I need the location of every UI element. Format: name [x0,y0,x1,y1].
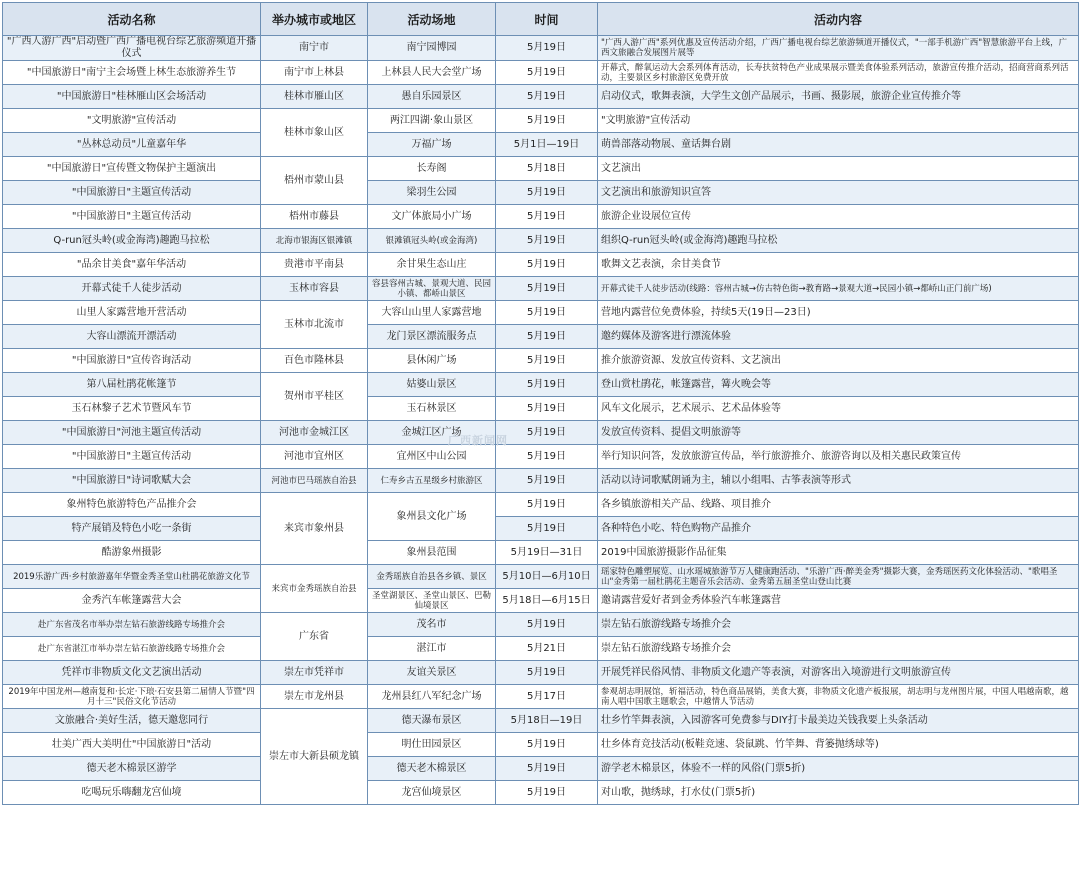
event-time: 5月19日 [496,205,598,229]
event-city: 桂林市象山区 [261,109,368,157]
event-name: 壮美广西大美明仕"中国旅游日"活动 [3,733,261,757]
event-content: 登山赏杜鹃花，帐篷露营，篝火晚会等 [598,373,1079,397]
event-name: "品余甘美食"嘉年华活动 [3,253,261,277]
header-venue: 活动场地 [368,3,496,36]
event-city: 梧州市藤县 [261,205,368,229]
event-venue: 万福广场 [368,133,496,157]
event-venue: 银滩镇冠头岭(或金海湾) [368,229,496,253]
event-time: 5月19日 [496,301,598,325]
event-content: 瑶家特色雕塑展览、山水瑶城旅游节万人健康跑活动、"乐游广西·醉美金秀"摄影大赛，金秀瑶医药文化体验活动、"歌唱圣山"金秀第一届杜鹃花主题音乐会活动、金秀第五届圣堂山登山比赛 [598,565,1079,589]
event-time: 5月19日—31日 [496,541,598,565]
event-content: 各乡镇旅游相关产品、线路、项目推介 [598,493,1079,517]
event-name: "中国旅游日"桂林雁山区会场活动 [3,85,261,109]
event-city: 崇左市凭祥市 [261,661,368,685]
event-name: Q-run冠头岭(或金海湾)趣跑马拉松 [3,229,261,253]
event-name: "中国旅游日"诗词歌赋大会 [3,469,261,493]
event-name: 文旅融合·美好生活，德天邀您同行 [3,709,261,733]
event-city: 河池市宜州区 [261,445,368,469]
event-time: 5月19日 [496,493,598,517]
event-time: 5月19日 [496,757,598,781]
event-content: 开幕式徒千人徒步活动(线路：容州古城→仿古特色街→教育路→景观大道→民园小镇→都峤山正门前广场) [598,277,1079,301]
event-venue: 南宁园博园 [368,36,496,61]
table-row [3,637,1079,661]
event-content: 组织Q-run冠头岭(或金海湾)趣跑马拉松 [598,229,1079,253]
table-row [3,661,1079,685]
header-time: 时间 [496,3,598,36]
event-content: 崇左钻石旅游线路专场推介会 [598,637,1079,661]
event-city: 广东省 [261,613,368,661]
event-city: 贺州市平桂区 [261,373,368,421]
event-time: 5月19日 [496,373,598,397]
event-venue: 仁寿乡古五星级乡村旅游区 [368,469,496,493]
event-name: "中国旅游日"宣传暨文物保护主题演出 [3,157,261,181]
event-name: 开幕式徒千人徒步活动 [3,277,261,301]
event-content: 邀请露营爱好者到金秀体验汽车帐篷露营 [598,589,1079,613]
event-venue: 象州县文化广场 [368,493,496,541]
event-venue: 余甘果生态山庄 [368,253,496,277]
event-content: 2019中国旅游摄影作品征集 [598,541,1079,565]
event-city: 来宾市金秀瑶族自治县 [261,565,368,613]
event-time: 5月1日—19日 [496,133,598,157]
event-time: 5月19日 [496,253,598,277]
event-name: 2019乐游广西·乡村旅游嘉年华暨金秀圣堂山杜鹃花旅游文化节 [3,565,261,589]
event-name: "文明旅游"宣传活动 [3,109,261,133]
table-row [3,445,1079,469]
event-content: 发放宣传资料、提倡文明旅游等 [598,421,1079,445]
event-venue: 象州县范围 [368,541,496,565]
event-time: 5月18日 [496,157,598,181]
event-city: 玉林市容县 [261,277,368,301]
event-time: 5月19日 [496,613,598,637]
event-venue: 龙州县红八军纪念广场 [368,685,496,709]
event-time: 5月19日 [496,469,598,493]
table-body [3,36,1079,805]
table-row [3,85,1079,109]
table-row [3,493,1079,517]
table-row [3,109,1079,133]
events-table [2,2,1079,805]
event-venue: 圣堂湖景区、圣堂山景区、巴勒仙境景区 [368,589,496,613]
table-row [3,757,1079,781]
event-venue: 大容山山里人家露营地 [368,301,496,325]
event-time: 5月19日 [496,85,598,109]
table-row [3,469,1079,493]
event-name: 赴广东省湛江市举办崇左钻石旅游线路专场推介会 [3,637,261,661]
event-city: 河池市巴马瑶族自治县 [261,469,368,493]
event-time: 5月19日 [496,661,598,685]
event-content: 文艺演出和旅游知识宣答 [598,181,1079,205]
event-content: 风车文化展示，艺术展示、艺术品体验等 [598,397,1079,421]
event-time: 5月19日 [496,397,598,421]
event-name: 赴广东省茂名市举办崇左钻石旅游线路专场推介会 [3,613,261,637]
event-name: 德天老木棉景区游学 [3,757,261,781]
table-row [3,205,1079,229]
event-city: 南宁市 [261,36,368,61]
event-time: 5月19日 [496,229,598,253]
event-venue: 龙宫仙境景区 [368,781,496,805]
event-city: 梧州市蒙山县 [261,157,368,205]
event-content: 游学老木棉景区，体验不一样的风俗(门票5折) [598,757,1079,781]
event-venue: 德天老木棉景区 [368,757,496,781]
table-row [3,685,1079,709]
event-time: 5月19日 [496,325,598,349]
watermark: 广西新闻网 [448,434,508,447]
event-time: 5月10日—6月10日 [496,565,598,589]
event-time: 5月18日—19日 [496,709,598,733]
event-city: 百色市隆林县 [261,349,368,373]
event-content: 旅游企业设展位宣传 [598,205,1079,229]
event-content: 对山歌，抛绣球，打水仗(门票5折) [598,781,1079,805]
event-content: 壮乡竹竿舞表演，入园游客可免费参与DIY打卡最美边关钱我要上头条活动 [598,709,1079,733]
event-venue: 玉石林景区 [368,397,496,421]
event-time: 5月19日 [496,36,598,61]
table-row [3,301,1079,325]
event-city: 南宁市上林县 [261,61,368,85]
table-row [3,397,1079,421]
table-row [3,589,1079,613]
event-name: "中国旅游日"主题宣传活动 [3,181,261,205]
event-name: 第八届杜鹃花帐篷节 [3,373,261,397]
table-row [3,517,1079,541]
event-name: "中国旅游日"主题宣传活动 [3,205,261,229]
event-name: 酷游象州摄影 [3,541,261,565]
table-row [3,133,1079,157]
event-time: 5月19日 [496,733,598,757]
event-content: 开幕式，醉氧运动大会系列体育活动，长寿扶贫特色产业成果展示暨美食体验系列活动，旅游宣传推介活动，招商营商系列活动，主要景区乡村旅游区免费开放 [598,61,1079,85]
event-content: "广西人游广西"系列优惠及宣传活动介绍，广西广播电视台综艺旅游频道开播仪式，"一部手机游广西"智慧旅游平台上线，广西文旅融合发展图片展等 [598,36,1079,61]
event-time: 5月19日 [496,277,598,301]
event-content: 营地内露营位免费体验，持续5天(19日—23日) [598,301,1079,325]
event-city: 崇左市龙州县 [261,685,368,709]
event-venue: 容县容州古城、景观大道、民园小镇、都峤山景区 [368,277,496,301]
event-time: 5月19日 [496,109,598,133]
event-city: 北海市银海区银滩镇 [261,229,368,253]
event-content: 开展凭祥民俗风情、非物质文化遗产等表演，对游客出入境游进行文明旅游宣传 [598,661,1079,685]
event-venue: 明仕田园景区 [368,733,496,757]
event-time: 5月19日 [496,421,598,445]
event-name: 凭祥市非物质文化文艺演出活动 [3,661,261,685]
event-venue: 姑婆山景区 [368,373,496,397]
table-row [3,781,1079,805]
table-row [3,157,1079,181]
event-content: 文艺演出 [598,157,1079,181]
table-row [3,181,1079,205]
event-time: 5月21日 [496,637,598,661]
event-venue: 两江四湖·象山景区 [368,109,496,133]
table-row [3,325,1079,349]
event-content: 活动以诗词歌赋朗诵为主，辅以小组唱、古筝表演等形式 [598,469,1079,493]
table-row [3,373,1079,397]
page [0,2,1080,890]
header-name: 活动名称 [3,3,261,36]
event-name: 象州特色旅游特色产品推介会 [3,493,261,517]
event-venue: 愚自乐园景区 [368,85,496,109]
event-name: 玉石林黎子艺术节暨风车节 [3,397,261,421]
header-content: 活动内容 [598,3,1079,36]
event-venue: 茂名市 [368,613,496,637]
event-venue: 梁羽生公园 [368,181,496,205]
event-content: 推介旅游资源、发放宣传资料、文艺演出 [598,349,1079,373]
event-venue: 龙门景区漂流服务点 [368,325,496,349]
event-name: "丛林总动员"儿童嘉年华 [3,133,261,157]
table-row [3,36,1079,61]
table-row [3,229,1079,253]
event-name: "中国旅游日"主题宣传活动 [3,445,261,469]
event-time: 5月19日 [496,349,598,373]
table-row [3,613,1079,637]
event-content: "文明旅游"宣传活动 [598,109,1079,133]
event-content: 举行知识问答，发放旅游宣传品，举行旅游推介、旅游咨询以及相关惠民政策宣传 [598,445,1079,469]
event-name: 金秀汽车帐篷露营大会 [3,589,261,613]
event-time: 5月19日 [496,781,598,805]
event-content: 邀约媒体及游客进行漂流体验 [598,325,1079,349]
event-time: 5月19日 [496,181,598,205]
table-row [3,733,1079,757]
event-name: 吃喝玩乐嗨翻龙宫仙境 [3,781,261,805]
event-venue: 文广体旅局小广场 [368,205,496,229]
event-city: 桂林市雁山区 [261,85,368,109]
event-venue: 友谊关景区 [368,661,496,685]
event-city: 来宾市象州县 [261,493,368,565]
table-row [3,349,1079,373]
event-venue: 长寿阁 [368,157,496,181]
event-name: 大容山漂流开漂活动 [3,325,261,349]
event-city: 崇左市大新县硕龙镇 [261,709,368,805]
event-time: 5月19日 [496,61,598,85]
event-time: 5月19日 [496,445,598,469]
event-name: "中国旅游日"南宁主会场暨上林生态旅游养生节 [3,61,261,85]
event-venue: 县休闲广场 [368,349,496,373]
event-content: 启动仪式，歌舞表演，大学生文创产品展示，书画、摄影展，旅游企业宣传推介等 [598,85,1079,109]
event-venue: 金城江区广场 [368,421,496,445]
event-venue: 湛江市 [368,637,496,661]
table-row [3,253,1079,277]
header-row [3,3,1079,36]
event-venue: 德天瀑布景区 [368,709,496,733]
event-time: 5月19日 [496,517,598,541]
event-city: 贵港市平南县 [261,253,368,277]
table-row [3,565,1079,589]
event-venue: 宜州区中山公园 [368,445,496,469]
event-city: 河池市金城江区 [261,421,368,445]
event-name: 2019年中国龙州—越南复和·长定·下琅·石安县第二届情人节暨"四月十三"民俗文化节活动 [3,685,261,709]
table-row [3,709,1079,733]
event-name: "中国旅游日"宣传咨询活动 [3,349,261,373]
table-row [3,277,1079,301]
event-content: 萌兽部落动物展、童话舞台剧 [598,133,1079,157]
event-content: 参观胡志明展馆，斩福活动，特色商品展销，美食大赛，非物质文化遗产板报展，胡志明与龙州图片展，中国人唱越南歌，越南人唱中国歌主题歌会，中越情人节活动 [598,685,1079,709]
event-name: 特产展销及特色小吃一条街 [3,517,261,541]
event-content: 歌舞文艺表演，余甘美食节 [598,253,1079,277]
table-row [3,541,1079,565]
header-city: 举办城市或地区 [261,3,368,36]
table-row [3,61,1079,85]
event-content: 各种特色小吃、特色购物产品推介 [598,517,1079,541]
event-content: 壮乡体育竞技活动(板鞋竞速、袋鼠跳、竹竿舞、背篓抛绣球等) [598,733,1079,757]
event-name: 山里人家露营地开营活动 [3,301,261,325]
event-name: "中国旅游日"河池主题宣传活动 [3,421,261,445]
event-content: 崇左钻石旅游线路专场推介会 [598,613,1079,637]
table-row [3,421,1079,445]
event-city: 玉林市北流市 [261,301,368,349]
event-name: "广西人游广西"启动暨广西广播电视台综艺旅游频道开播仪式 [3,36,261,61]
event-venue: 金秀瑶族自治县各乡镇、景区 [368,565,496,589]
event-venue: 上林县人民大会堂广场 [368,61,496,85]
event-time: 5月18日—6月15日 [496,589,598,613]
event-time: 5月17日 [496,685,598,709]
